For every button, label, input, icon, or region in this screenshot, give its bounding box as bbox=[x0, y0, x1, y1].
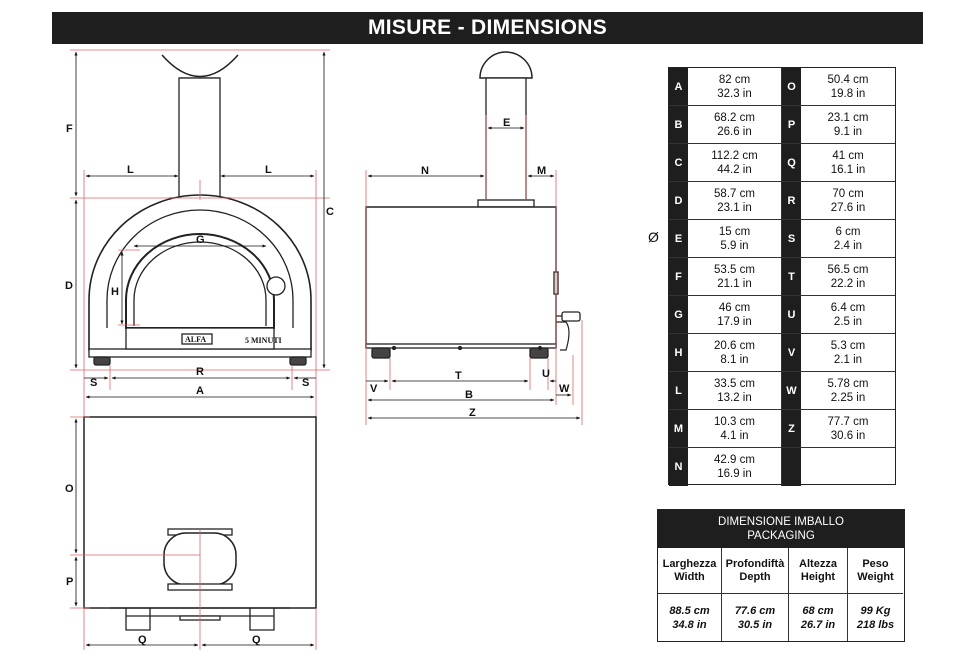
dimension-key: O bbox=[782, 68, 801, 105]
dim-label-f: F bbox=[66, 123, 73, 135]
dimension-value bbox=[688, 220, 782, 257]
value-metric: 99 Kg bbox=[860, 604, 891, 617]
dim-label-q-left: Q bbox=[138, 634, 147, 646]
dimension-key: G bbox=[669, 296, 688, 333]
dim-label-e: E bbox=[503, 117, 511, 129]
dimension-key: D bbox=[669, 182, 688, 219]
dimension-key: F bbox=[669, 258, 688, 295]
dim-label-p: P bbox=[66, 576, 74, 588]
col-header-it: Altezza bbox=[799, 557, 837, 570]
dimension-value bbox=[801, 68, 895, 105]
dimension-row bbox=[669, 258, 895, 296]
dim-label-l-right: L bbox=[265, 164, 272, 176]
dimension-key: E bbox=[669, 220, 688, 257]
packaging-col-value bbox=[658, 594, 721, 641]
dimension-value bbox=[801, 334, 895, 371]
dimension-key: M bbox=[669, 410, 688, 447]
dimension-value bbox=[688, 372, 782, 409]
dimension-value bbox=[801, 220, 895, 257]
value-imperial: 30.6 in bbox=[830, 429, 866, 442]
dim-label-g: G bbox=[196, 234, 205, 246]
packaging-col-value bbox=[722, 594, 788, 641]
value-metric: 77.7 cm bbox=[827, 415, 869, 428]
value-metric: 33.5 cm bbox=[714, 377, 755, 390]
dimension-value bbox=[688, 68, 782, 105]
packaging-title-en: PACKAGING bbox=[747, 530, 815, 542]
dimension-row bbox=[669, 144, 895, 182]
value-imperial: 5.9 in bbox=[720, 239, 749, 252]
packaging-col-value bbox=[848, 594, 903, 641]
value-imperial: 13.2 in bbox=[717, 391, 752, 404]
value-imperial: 2.25 in bbox=[830, 391, 866, 404]
dim-label-u: U bbox=[542, 368, 550, 380]
dimension-key bbox=[782, 448, 801, 486]
dimension-value bbox=[688, 106, 782, 143]
dimension-row bbox=[669, 182, 895, 220]
packaging-col-height bbox=[789, 548, 848, 641]
value-imperial: 23.1 in bbox=[717, 201, 752, 214]
dimension-key: R bbox=[782, 182, 801, 219]
dimension-key: N bbox=[669, 448, 688, 486]
dimension-key: Z bbox=[782, 410, 801, 447]
value-imperial: 218 lbs bbox=[856, 618, 895, 631]
dimension-key: V bbox=[782, 334, 801, 371]
dim-label-b: B bbox=[465, 389, 473, 401]
packaging-col-value bbox=[789, 594, 847, 641]
dimension-row bbox=[669, 106, 895, 144]
packaging-header bbox=[658, 510, 904, 548]
value-metric: 5.78 cm bbox=[827, 377, 869, 390]
model-badge: 5 MINUTI bbox=[245, 336, 282, 345]
value-metric: 56.5 cm bbox=[827, 263, 869, 276]
value-metric: 68 cm bbox=[802, 604, 834, 617]
dim-label-r: R bbox=[196, 366, 204, 378]
dim-label-q-right: Q bbox=[252, 634, 261, 646]
brand-logo: ALFA bbox=[185, 335, 207, 344]
dim-label-a: A bbox=[196, 385, 204, 397]
dim-label-z: Z bbox=[469, 407, 476, 419]
dim-label-t: T bbox=[455, 370, 462, 382]
dimension-row bbox=[669, 410, 895, 448]
dimension-row bbox=[669, 220, 895, 258]
dimension-value bbox=[688, 296, 782, 333]
value-imperial: 16.9 in bbox=[717, 468, 752, 480]
dimension-value bbox=[688, 334, 782, 371]
dimension-value bbox=[688, 258, 782, 295]
dimension-value bbox=[801, 448, 895, 486]
col-header-it: Larghezza bbox=[662, 557, 717, 570]
dimension-key: S bbox=[782, 220, 801, 257]
value-metric: 23.1 cm bbox=[827, 111, 869, 124]
value-imperial: 44.2 in bbox=[717, 163, 752, 176]
dim-label-w: W bbox=[559, 383, 570, 395]
dimension-value bbox=[801, 372, 895, 409]
dimension-table bbox=[668, 67, 896, 485]
dimension-value bbox=[801, 258, 895, 295]
dimension-value bbox=[801, 296, 895, 333]
value-imperial: 26.7 in bbox=[800, 618, 836, 631]
value-imperial: 2.5 in bbox=[833, 315, 863, 328]
dimension-value bbox=[801, 182, 895, 219]
dim-label-c: C bbox=[326, 206, 334, 218]
dimension-key: B bbox=[669, 106, 688, 143]
packaging-col-header bbox=[722, 548, 788, 594]
value-metric: 15 cm bbox=[718, 225, 751, 238]
value-metric: 5.3 cm bbox=[830, 339, 866, 352]
dim-label-m: M bbox=[537, 165, 547, 177]
value-metric: 88.5 cm bbox=[669, 604, 710, 617]
dimension-key: U bbox=[782, 296, 801, 333]
dim-label-n: N bbox=[421, 165, 429, 177]
value-metric: 82 cm bbox=[718, 73, 751, 86]
value-imperial: 34.8 in bbox=[672, 618, 707, 631]
value-imperial: 2.4 in bbox=[833, 239, 863, 252]
dimension-value bbox=[688, 448, 782, 486]
value-metric: 46 cm bbox=[718, 301, 751, 314]
value-metric: 20.6 cm bbox=[714, 339, 755, 352]
value-metric: 41 cm bbox=[832, 149, 864, 162]
dim-label-l-left: L bbox=[127, 164, 134, 176]
value-imperial: 22.2 in bbox=[830, 277, 866, 290]
value-metric: 70 cm bbox=[832, 187, 864, 200]
dimension-key: C bbox=[669, 144, 688, 181]
value-imperial: 17.9 in bbox=[717, 315, 752, 328]
dim-label-s-right: S bbox=[302, 377, 310, 389]
value-imperial: 4.1 in bbox=[720, 429, 749, 442]
dimension-row bbox=[669, 372, 895, 410]
value-metric: 10.3 cm bbox=[714, 415, 755, 428]
value-metric: 42.9 cm bbox=[714, 454, 755, 466]
value-metric: 6 cm bbox=[835, 225, 861, 238]
value-metric: 58.7 cm bbox=[714, 187, 755, 200]
col-header-it: Peso bbox=[862, 557, 889, 570]
value-imperial: 2.1 in bbox=[833, 353, 863, 366]
dimension-key: W bbox=[782, 372, 801, 409]
dimension-key: P bbox=[782, 106, 801, 143]
side-view bbox=[366, 52, 580, 358]
dim-label-v: V bbox=[370, 383, 378, 395]
value-metric: 68.2 cm bbox=[714, 111, 755, 124]
value-imperial: 27.6 in bbox=[830, 201, 866, 214]
col-header-en: Height bbox=[800, 570, 836, 583]
dimension-value bbox=[688, 144, 782, 181]
packaging-col-header bbox=[658, 548, 721, 594]
dimension-row bbox=[669, 296, 895, 334]
packaging-col-weight bbox=[848, 548, 903, 641]
dimension-value bbox=[801, 106, 895, 143]
page-title: MISURE - DIMENSIONS bbox=[52, 12, 923, 44]
col-header-en: Width bbox=[674, 570, 705, 583]
value-imperial: 9.1 in bbox=[833, 125, 863, 138]
value-imperial: 8.1 in bbox=[720, 353, 749, 366]
col-header-en: Weight bbox=[857, 570, 894, 583]
packaging-col-depth bbox=[722, 548, 789, 641]
dimension-key: L bbox=[669, 372, 688, 409]
dimension-value bbox=[688, 182, 782, 219]
value-imperial: 32.3 in bbox=[717, 87, 752, 100]
value-imperial: 16.1 in bbox=[830, 163, 866, 176]
dimension-value bbox=[801, 144, 895, 181]
dim-label-s-left: S bbox=[90, 377, 98, 389]
value-imperial: 21.1 in bbox=[717, 277, 752, 290]
value-imperial: 19.8 in bbox=[830, 87, 866, 100]
dimension-row bbox=[669, 448, 895, 486]
packaging-col-header bbox=[848, 548, 903, 594]
value-metric: 53.5 cm bbox=[714, 263, 755, 276]
packaging-title-it: DIMENSIONE IMBALLO bbox=[718, 516, 844, 528]
dimension-value bbox=[801, 410, 895, 447]
packaging-table bbox=[657, 509, 905, 642]
packaging-col-header bbox=[789, 548, 847, 594]
dim-label-d: D bbox=[65, 280, 73, 292]
dimension-value bbox=[688, 410, 782, 447]
dim-label-o: O bbox=[65, 483, 74, 495]
value-metric: 77.6 cm bbox=[734, 604, 776, 617]
dimension-key: T bbox=[782, 258, 801, 295]
value-metric: 50.4 cm bbox=[827, 73, 869, 86]
dimension-row bbox=[669, 334, 895, 372]
value-metric: 6.4 cm bbox=[830, 301, 866, 314]
dimension-row bbox=[669, 68, 895, 106]
dimension-key: A bbox=[669, 68, 688, 105]
diameter-symbol: Ø bbox=[648, 229, 659, 245]
packaging-col-width bbox=[658, 548, 722, 641]
value-imperial: 26.6 in bbox=[717, 125, 752, 138]
value-imperial: 30.5 in bbox=[737, 618, 773, 631]
col-header-it: Profondiftà bbox=[725, 557, 785, 570]
col-header-en: Depth bbox=[739, 570, 771, 583]
dimension-key: Q bbox=[782, 144, 801, 181]
dim-label-h: H bbox=[111, 286, 119, 298]
value-metric: 112.2 cm bbox=[711, 149, 758, 162]
dimension-key: H bbox=[669, 334, 688, 371]
